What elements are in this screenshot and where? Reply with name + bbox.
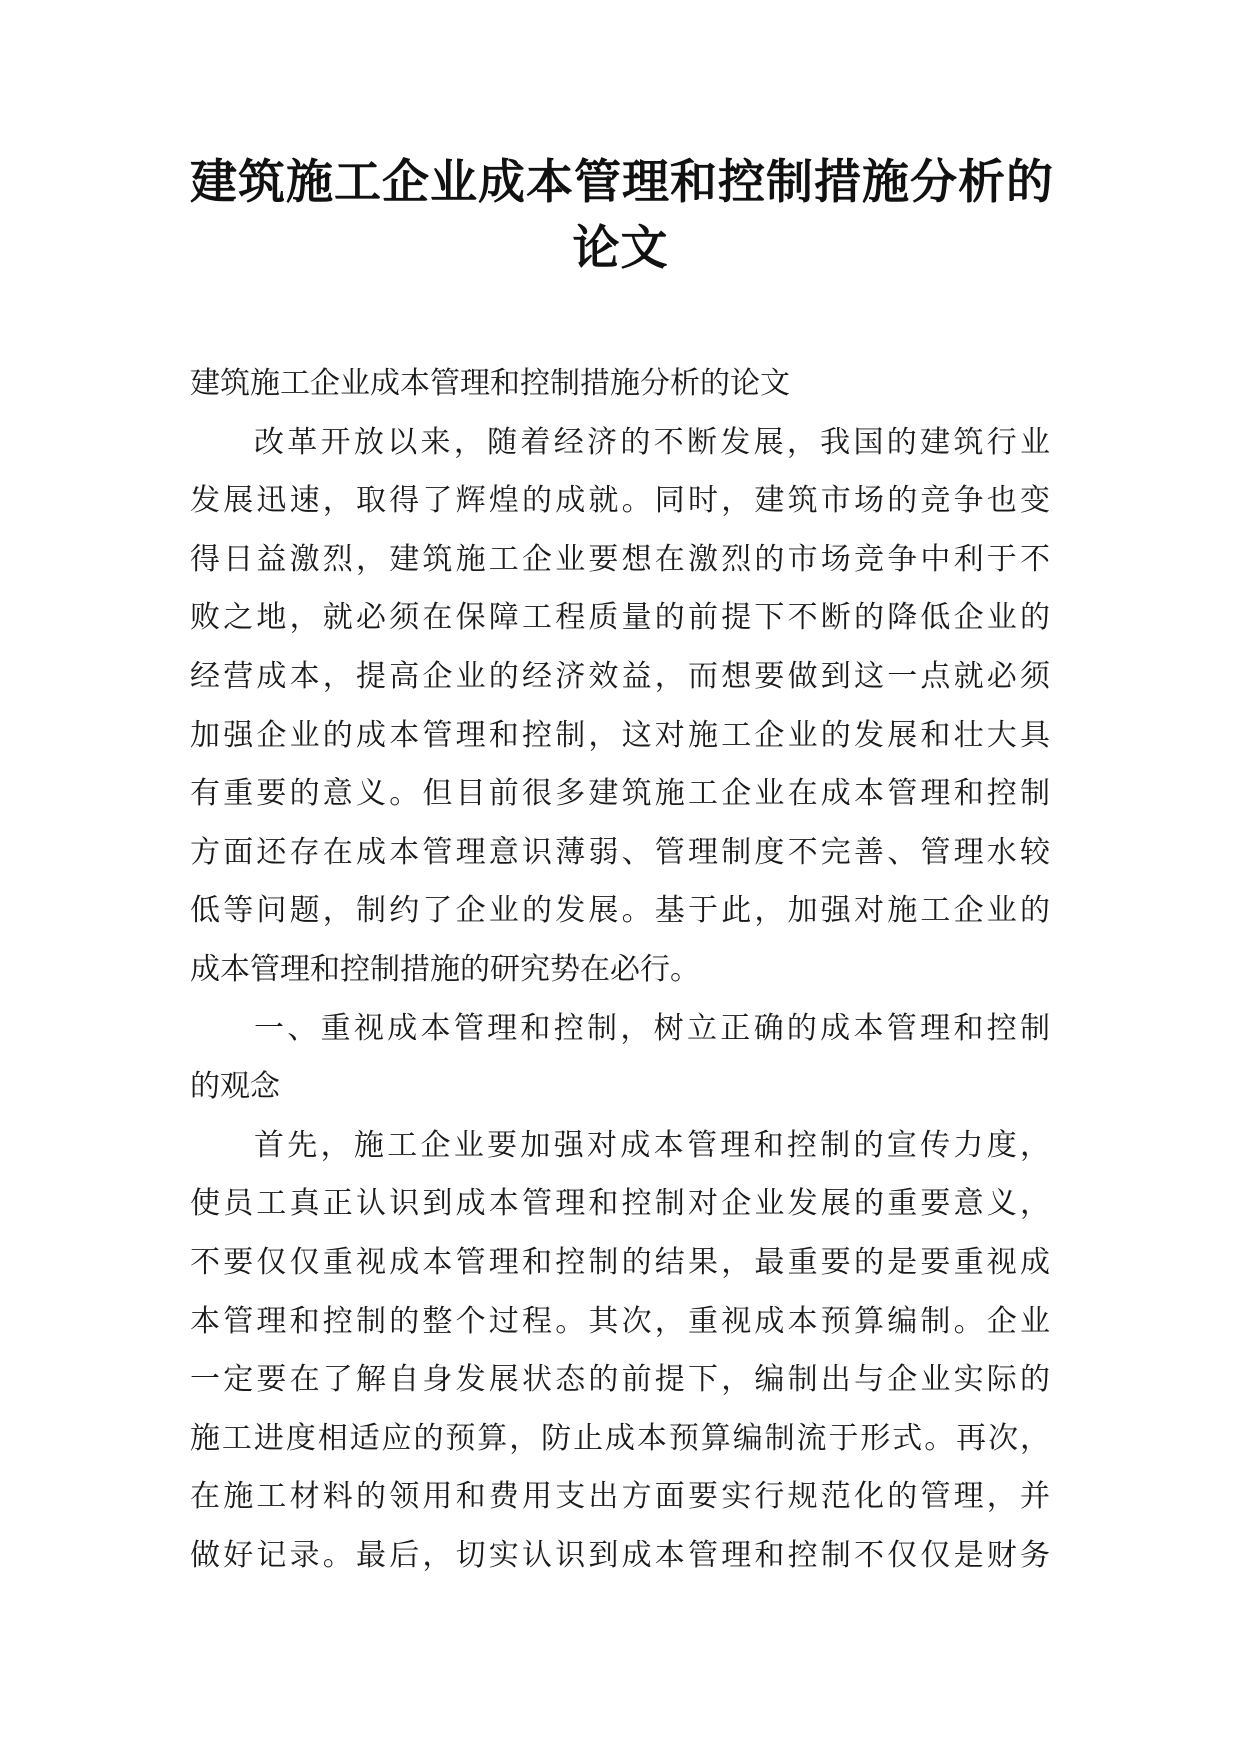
text-line: 得日益激烈，建筑施工企业要想在激烈的市场竞争中利于不 bbox=[190, 541, 1050, 577]
text-line: 一定要在了解自身发展状态的前提下，编制出与企业实际的 bbox=[190, 1362, 1050, 1398]
section-paragraph bbox=[190, 1117, 1050, 1586]
text-line: 低等问题，制约了企业的发展。基于此，加强对施工企业的 bbox=[190, 893, 1050, 929]
text-line: 不要仅仅重视成本管理和控制的结果，最重要的是要重视成 bbox=[190, 1244, 1050, 1280]
text-line: 一、重视成本管理和控制，树立正确的成本管理和控制 bbox=[254, 1010, 1050, 1046]
text-line: 成本管理和控制措施的研究势在必行。 bbox=[190, 951, 700, 987]
text-line: 方面还存在成本管理意识薄弱、管理制度不完善、管理水较 bbox=[190, 834, 1050, 870]
text-line: 经营成本，提高企业的经济效益，而想要做到这一点就必须 bbox=[190, 658, 1050, 694]
subtitle-paragraph bbox=[190, 355, 1050, 414]
text-line: 施工进度相适应的预算，防止成本预算编制流于形式。再次， bbox=[190, 1420, 1050, 1456]
document-body bbox=[190, 355, 1050, 1585]
text-line: 改革开放以来，随着经济的不断发展，我国的建筑行业 bbox=[254, 424, 1050, 460]
intro-paragraph bbox=[190, 414, 1050, 1000]
document-title bbox=[190, 150, 1054, 282]
text-line: 建筑施工企业成本管理和控制措施分析的论文 bbox=[190, 366, 790, 401]
text-line: 首先，施工企业要加强对成本管理和控制的宣传力度， bbox=[254, 1127, 1050, 1163]
title-line: 论文 bbox=[572, 221, 669, 276]
title-line: 建筑施工企业成本管理和控制措施分析的 bbox=[190, 155, 1054, 210]
text-line: 加强企业的成本管理和控制，这对施工企业的发展和壮大具 bbox=[190, 717, 1050, 753]
text-line: 本管理和控制的整个过程。其次，重视成本预算编制。企业 bbox=[190, 1303, 1050, 1339]
text-line: 使员工真正认识到成本管理和控制对企业发展的重要意义， bbox=[190, 1186, 1050, 1222]
text-line: 败之地，就必须在保障工程质量的前提下不断的降低企业的 bbox=[190, 600, 1050, 636]
text-line: 做好记录。最后，切实认识到成本管理和控制不仅仅是财务 bbox=[190, 1537, 1050, 1573]
text-line: 发展迅速，取得了辉煌的成就。同时，建筑市场的竞争也变 bbox=[190, 483, 1050, 519]
text-line: 在施工材料的领用和费用支出方面要实行规范化的管理，并 bbox=[190, 1479, 1050, 1515]
section-heading bbox=[190, 1000, 1050, 1117]
text-line: 的观念 bbox=[190, 1069, 280, 1105]
text-line: 有重要的意义。但目前很多建筑施工企业在成本管理和控制 bbox=[190, 776, 1050, 812]
